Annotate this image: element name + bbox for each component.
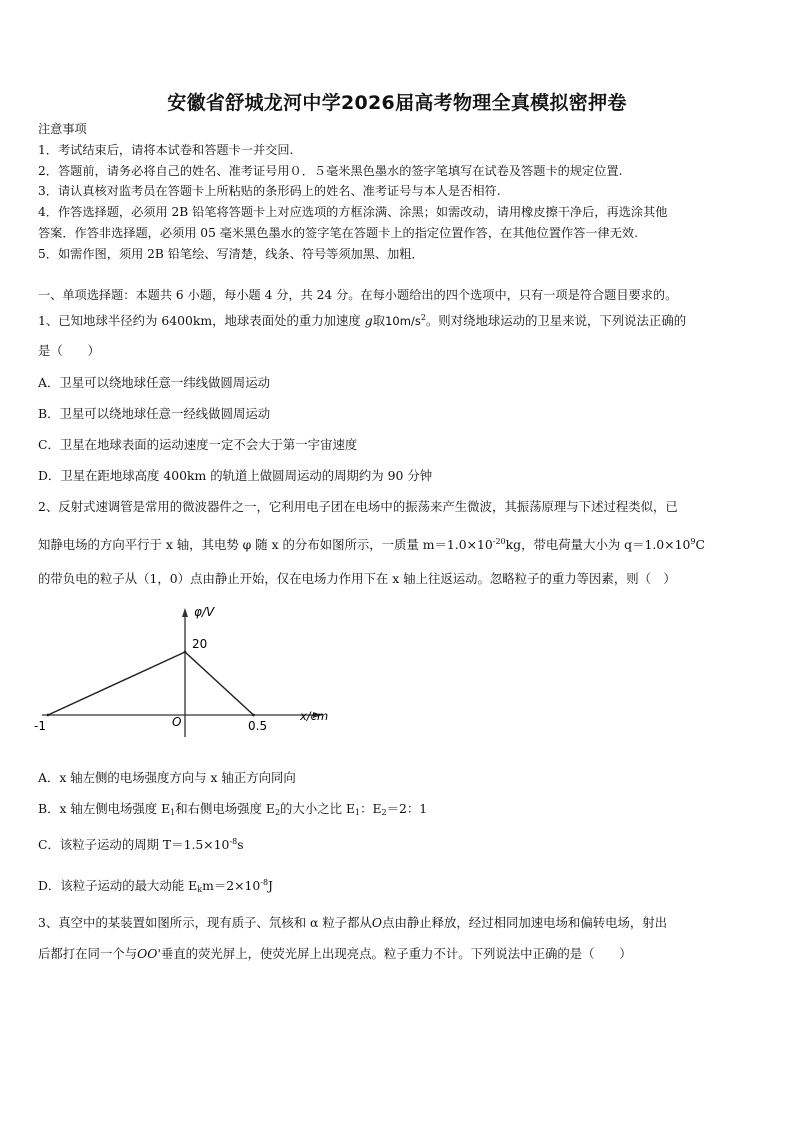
q1-option-c: C．卫星在地球表面的运动速度一定不会大于第一宇宙速度 — [38, 437, 358, 452]
potential-graph — [34, 600, 334, 745]
q2-line-1: 2、反射式速调管是常用的微波器件之一，它利用电子团在电场中的振荡来产生微波，其振荡原理与下述过程类似，已 — [38, 499, 678, 514]
notice-item-2: 2．答题前，请务必将自己的姓名、准考证号用０．５毫米黑色墨水的签字笔填写在试卷及答题卡的规定位置. — [38, 164, 623, 178]
q2-option-b: B．x 轴左侧电场强度 $E_1$和右侧电场强度 $E_2$的大小之比 $E_1$：$E_2=2$：1 — [38, 801, 428, 817]
potential-point-1 — [47, 714, 50, 717]
potential-segment-1 — [48, 652, 185, 715]
notice-item-5: 5．如需作图，须用 2B 铅笔绘、写清楚，线条、符号等须加黑、加粗． — [38, 247, 424, 261]
notice-item-3: 3．请认真核对监考员在答题卡上所粘贴的条形码上的姓名、准考证号与本人是否相符. — [38, 184, 501, 198]
notice-heading: 注意事项 — [38, 122, 87, 136]
q1-stem: 1、已知地球半径约为 6400km，地球表面处的重力加速度 g取$10m/s^2$。则对绕地球运动的卫星来说，下列说法正确的 — [38, 313, 687, 328]
notice-item-4: 4．作答选择题，必须用 2B 铅笔将答题卡上对应选项的方框涂满、涂黑；如需改动，请用橡皮擦干净后，再选涂其他 — [38, 205, 668, 219]
left-tick-label: -1 — [34, 719, 46, 733]
q1-option-b: B．卫星可以绕地球任意一经线做圆周运动 — [38, 406, 271, 421]
q2-option-a: A．x 轴左侧的电场强度方向与 x 轴正方向同向 — [38, 770, 296, 785]
origin-label: O — [172, 715, 182, 729]
q3-line-1: 3、真空中的某装置如图所示，现有质子、氘核和 α 粒子都从O点由静止释放，经过相同加速电场和偏转电场，射出 — [38, 915, 668, 930]
q1-option-a: A．卫星可以绕地球任意一纬线做圆周运动 — [38, 375, 270, 390]
potential-point-2 — [184, 651, 187, 654]
potential-segment-2 — [185, 652, 254, 715]
peak-label: 20 — [192, 637, 208, 651]
y-axis-arrow — [182, 608, 188, 617]
q3-line-2: 后都打在同一个与OO'垂直的荧光屏上，使荧光屏上出现亮点。粒子重力不计。下列说法中正确的是（ ） — [38, 946, 632, 961]
q1-g-value: 10m/s — [385, 314, 421, 328]
section-heading: 一、单项选择题：本题共 6 小题，每小题 4 分，共 24 分。在每小题给出的四个选项中，只有一项是符合题目要求的。 — [38, 288, 678, 302]
q1-option-d: D．卫星在距地球高度 400km 的轨道上做圆周运动的周期约为 90 分钟 — [38, 468, 433, 483]
potential-point-3 — [252, 714, 255, 717]
page-title: 安徽省舒城龙河中学2026届高考物理全真模拟密押卷 — [167, 92, 627, 114]
q1-g-symbol: g — [364, 313, 373, 328]
notice-item-1: 1．考试结束后，请将本试卷和答题卡一并交回. — [38, 143, 294, 157]
q2-line-2: 知静电场的方向平行于 x 轴，其电势 φ 随 x 的分布如图所示，一质量 $m=1.0\times 10^{-20}kg$，带电荷量大小为 $q=1.0\times 10^9C$ — [38, 537, 705, 552]
right-tick-label: 0.5 — [248, 719, 268, 733]
x-axis-label: x/cm — [300, 709, 329, 723]
q1-stem-cont: 是（ ） — [38, 343, 100, 358]
notice-item-4-cont: 答案．作答非选择题，必须用 05 毫米黑色墨水的签字笔在答题卡上的指定位置作答，在其他位置作答一律无效. — [38, 226, 638, 240]
y-axis-label: φ/V — [194, 605, 215, 619]
q2-option-d: D．该粒子运动的最大动能 $E_km=2\times 10^{-8}J$ — [38, 878, 274, 894]
q2-line-3: 的带负电的粒子从（1，0）点由静止开始，仅在电场力作用下在 x 轴上往返运动。忽略粒子的重力等因素，则（ ） — [38, 571, 676, 586]
q2-option-c: C．该粒子运动的周期 $T=1.5\times 10^{-8}s$ — [38, 837, 244, 852]
